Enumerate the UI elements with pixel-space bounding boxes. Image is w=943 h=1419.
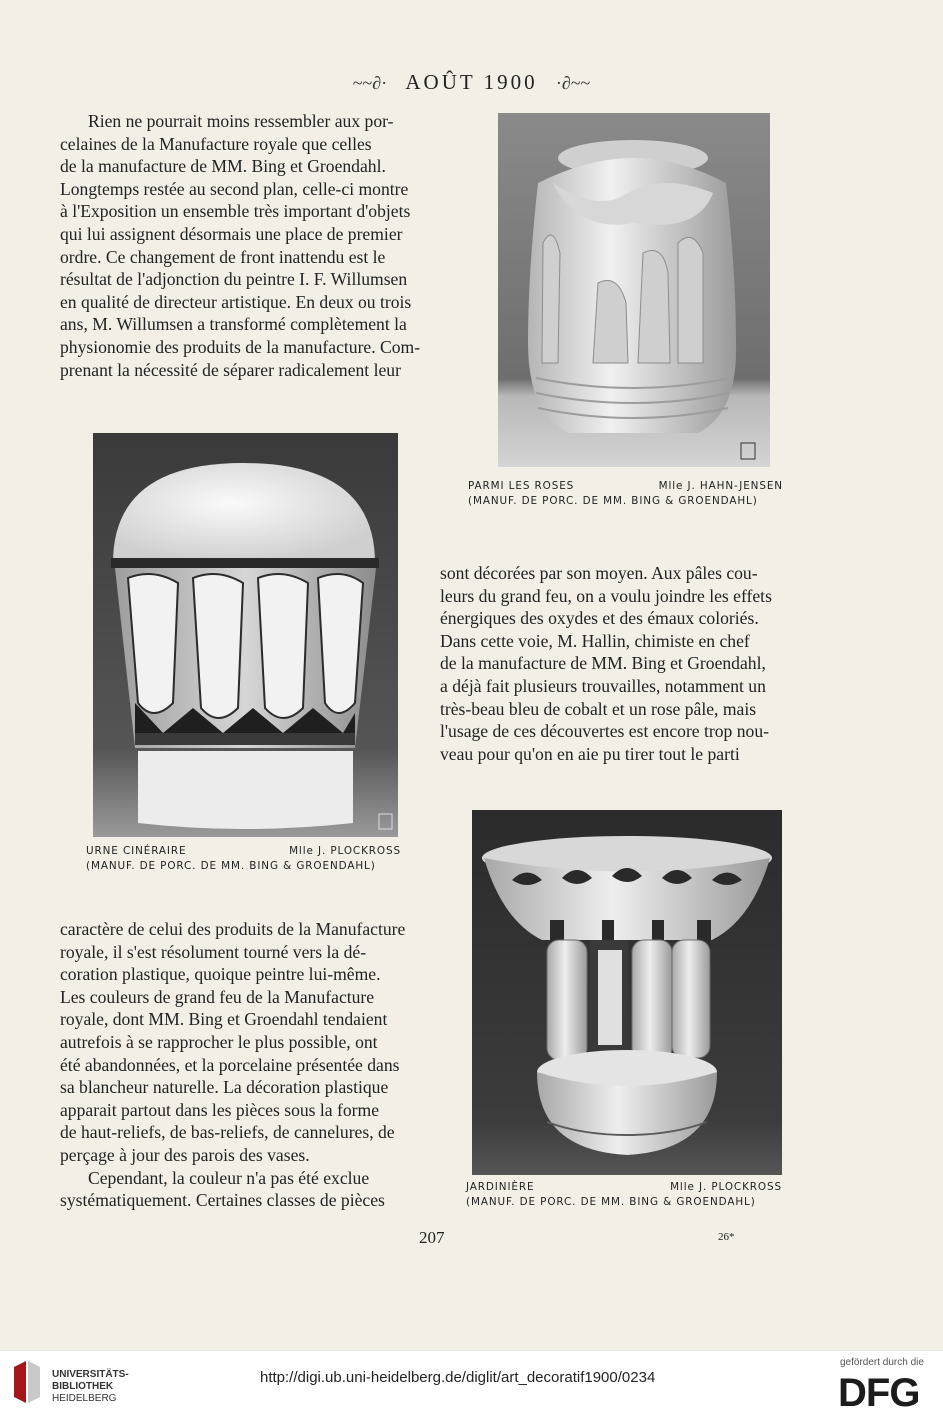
text-line: leurs du grand feu, on a voulu joindre les effets bbox=[440, 585, 772, 606]
text-line: en qualité de directeur artistique. En deux ou trois bbox=[60, 291, 412, 312]
text-line: qui lui assignent désormais une place de premier bbox=[60, 223, 403, 244]
text-line: royale, dont MM. Bing et Groendahl tendaient bbox=[60, 1009, 388, 1030]
text-line: Cependant, la couleur n'a pas été exclue bbox=[88, 1167, 370, 1188]
photo-jardiniere bbox=[472, 810, 782, 1175]
page-title: AOÛT 1900 bbox=[405, 70, 538, 94]
photo-parmi-les-roses bbox=[498, 113, 770, 467]
signature-mark: 26* bbox=[718, 1231, 735, 1243]
text-line: a déjà fait plusieurs trouvailles, notamment un bbox=[440, 675, 766, 696]
text-line: perçage à jour des parois des vases. bbox=[60, 1144, 310, 1165]
text-line: Les couleurs de grand feu de la Manufacture bbox=[60, 986, 375, 1007]
funding-note: gefördert durch die bbox=[840, 1357, 924, 1368]
text-column-left-top bbox=[60, 110, 425, 381]
university-library-logo-icon bbox=[12, 1359, 42, 1405]
text-line: Dans cette voie, M. Hallin, chimiste en chef bbox=[440, 630, 750, 651]
dfg-logo: DFG bbox=[838, 1371, 920, 1415]
text-line: l'usage de ces découvertes est encore trop nou- bbox=[440, 721, 770, 742]
library-name bbox=[52, 1369, 129, 1405]
text-line: été abandonnées, et la porcelaine présentée dans bbox=[60, 1054, 400, 1075]
text-line: Rien ne pourrait moins ressembler aux por- bbox=[88, 111, 394, 131]
text-line: apparait partout dans les pièces sous la forme bbox=[60, 1099, 380, 1120]
figure-title: PARMI LES ROSES bbox=[468, 480, 575, 492]
caption-figure-3 bbox=[466, 1180, 782, 1210]
caption-figure-2 bbox=[86, 844, 401, 874]
text-line: sa blancheur naturelle. La décoration plastique bbox=[60, 1077, 389, 1098]
figure-artist: Mlle J. PLOCKROSS bbox=[670, 1181, 782, 1193]
jardiniere-image bbox=[472, 810, 782, 1175]
figure-title: URNE CINÉRAIRE bbox=[86, 845, 187, 857]
figure-artist: Mlle J. HAHN-JENSEN bbox=[658, 480, 783, 492]
text-line: de la manufacture de MM. Bing et Groendahl. bbox=[60, 156, 386, 177]
text-column-right-middle bbox=[440, 562, 807, 765]
text-line: caractère de celui des produits de la Manufacture bbox=[60, 919, 406, 939]
digitization-footer bbox=[0, 1350, 943, 1419]
text-line: résultat de l'adjonction du peintre I. F. Willumsen bbox=[60, 269, 408, 290]
photo-urne-cineraire bbox=[93, 433, 398, 837]
figure-source: (MANUF. DE PORC. DE MM. BING & GROENDAHL) bbox=[468, 495, 758, 507]
text-line: à l'Exposition un ensemble très important d'objets bbox=[60, 201, 411, 222]
figure-source: (MANUF. DE PORC. DE MM. BING & GROENDAHL) bbox=[86, 860, 376, 872]
text-line: royale, il s'est résolument tourné vers la dé- bbox=[60, 941, 367, 962]
text-line: ans, M. Willumsen a transformé complètement la bbox=[60, 314, 407, 335]
text-line: Longtemps restée au second plan, celle-ci montre bbox=[60, 178, 409, 199]
text-line: de haut-reliefs, de bas-reliefs, de cannelures, de bbox=[60, 1122, 395, 1143]
vase-relief-image bbox=[498, 113, 770, 467]
library-line: HEIDELBERG bbox=[52, 1393, 117, 1404]
caption-figure-1 bbox=[468, 479, 783, 509]
text-line: ordre. Ce changement de front inattendu est le bbox=[60, 246, 386, 267]
figure-artist: Mlle J. PLOCKROSS bbox=[289, 845, 401, 857]
text-line: prenant la nécessité de séparer radicalement leur bbox=[60, 359, 401, 380]
text-line: celaines de la Manufacture royale que celles bbox=[60, 133, 372, 154]
figure-source: (MANUF. DE PORC. DE MM. BING & GROENDAHL) bbox=[466, 1196, 756, 1208]
text-line: très-beau bleu de cobalt et un rose pâle, mais bbox=[440, 698, 757, 719]
text-line: physionomie des produits de la manufacture. Com- bbox=[60, 336, 421, 357]
text-line: systématiquement. Certaines classes de pièces bbox=[60, 1190, 385, 1211]
page-number: 207 bbox=[419, 1228, 445, 1247]
urn-image bbox=[93, 433, 398, 837]
library-line: UNIVERSITÄTS- bbox=[52, 1369, 129, 1380]
text-line: autrefois à se rapprocher le plus possible, ont bbox=[60, 1031, 378, 1052]
ornament-right: ·∂~~ bbox=[555, 73, 591, 93]
running-header bbox=[0, 70, 943, 95]
text-line: coration plastique, quoique peintre lui-même. bbox=[60, 964, 381, 985]
figure-title: JARDINIÈRE bbox=[466, 1181, 535, 1193]
text-line: de la manufacture de MM. Bing et Groendahl, bbox=[440, 653, 766, 674]
source-url-link[interactable]: http://digi.ub.uni-heidelberg.de/diglit/art_decoratif1900/0234 bbox=[260, 1369, 656, 1386]
ornament-left: ~~∂· bbox=[352, 73, 388, 93]
text-line: sont décorées par son moyen. Aux pâles cou- bbox=[440, 563, 758, 583]
text-line: énergiques des oxydes et des émaux coloriés. bbox=[440, 608, 759, 629]
text-column-left-bottom bbox=[60, 918, 425, 1212]
library-line: BIBLIOTHEK bbox=[52, 1381, 114, 1392]
text-line: veau pour qu'on en aie pu tirer tout le parti bbox=[440, 743, 740, 764]
